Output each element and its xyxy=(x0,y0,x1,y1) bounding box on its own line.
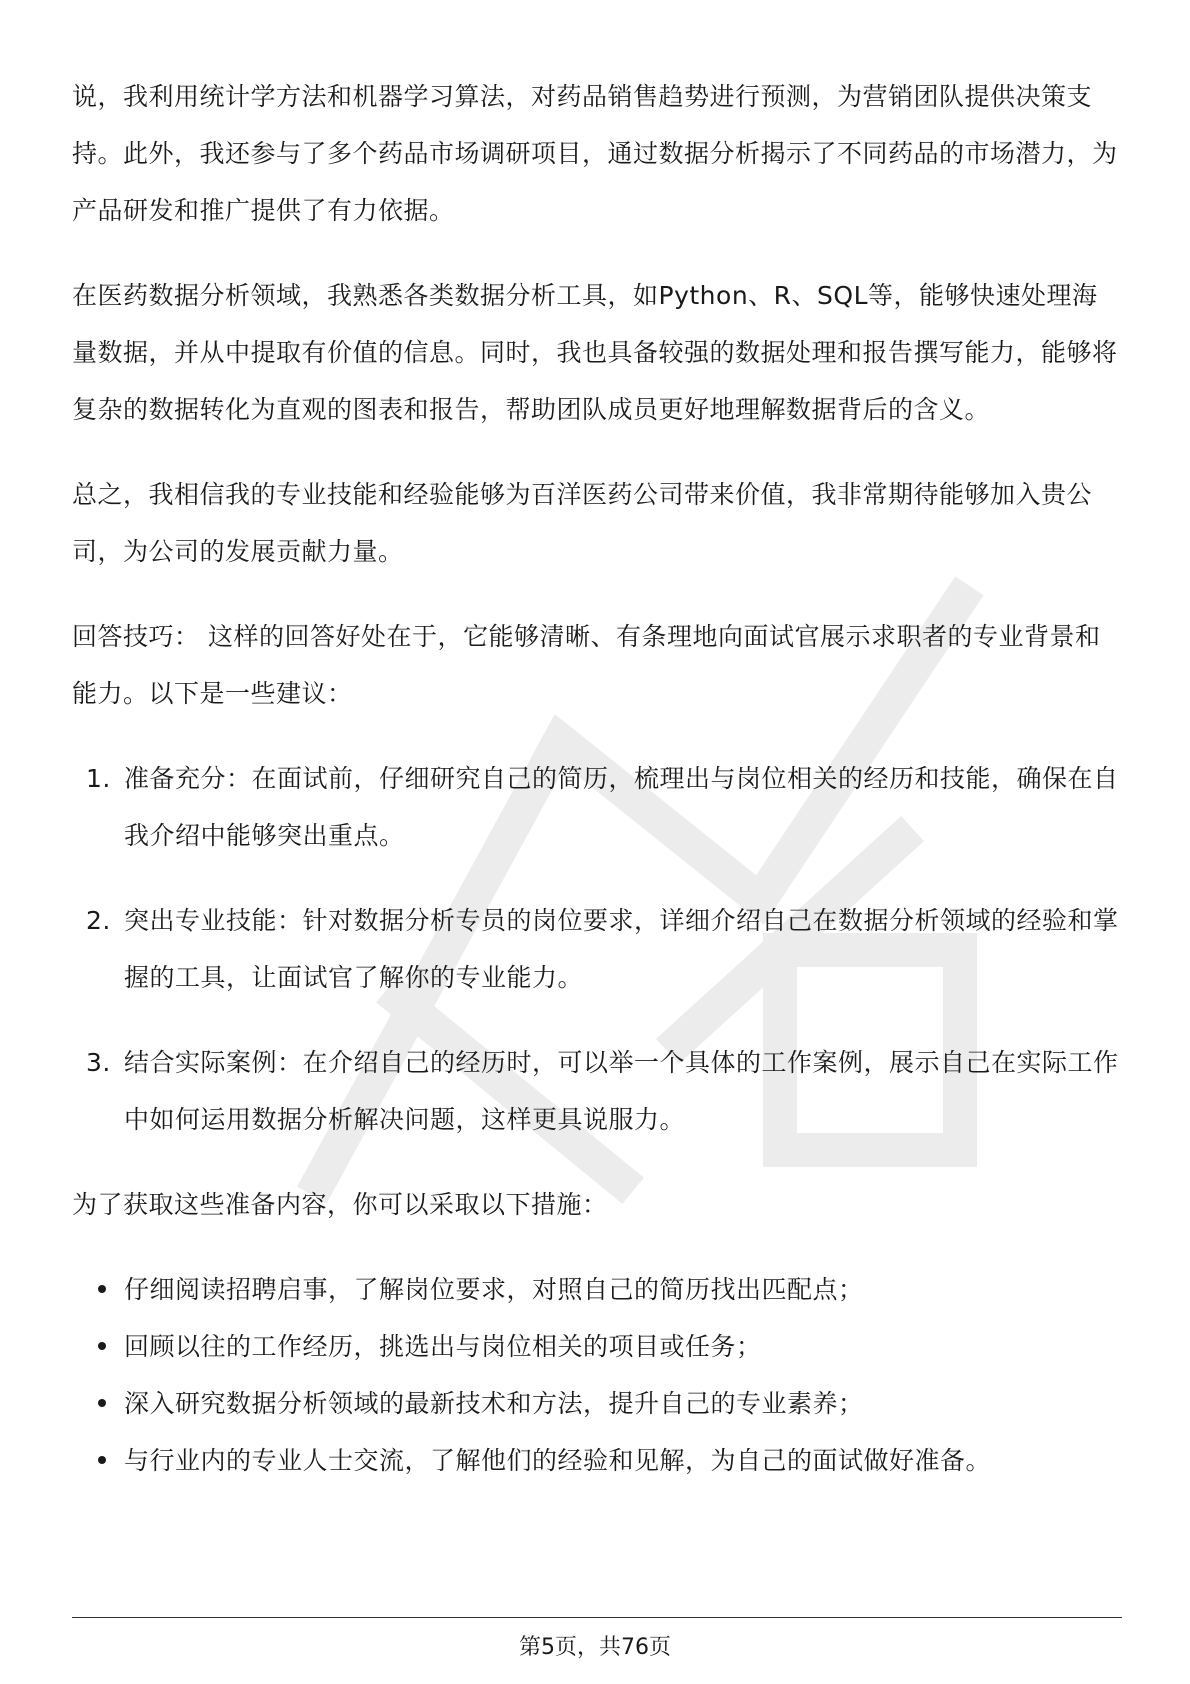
measures-list xyxy=(72,1261,1122,1489)
list-item xyxy=(72,1034,1124,1148)
list-item-text: 深入研究数据分析领域的最新技术和方法，提升自己的专业素养； xyxy=(124,1389,864,1418)
document-body xyxy=(72,68,1122,1489)
paragraph-measures-intro: 为了获取这些准备内容，你可以采取以下措施： xyxy=(72,1190,608,1219)
bullet-icon xyxy=(98,1342,106,1350)
paragraph-answer-tips: 回答技巧： 这样的回答好处在于，它能够清晰、有条理地向面试官展示求职者的专业背景和能力。以下是一些建议： xyxy=(72,622,1101,708)
list-number: 3. xyxy=(86,1048,111,1077)
list-item-text: 准备充分：在面试前，仔细研究自己的简历，梳理出与岗位相关的经历和技能，确保在自我介绍中能够突出重点。 xyxy=(124,764,1119,850)
bullet-icon xyxy=(98,1456,106,1464)
list-item-text: 结合实际案例：在介绍自己的经历时，可以举一个具体的工作案例，展示自己在实际工作中如何运用数据分析解决问题，这样更具说服力。 xyxy=(124,1048,1119,1134)
footer-divider xyxy=(72,1617,1122,1618)
list-item xyxy=(72,750,1124,864)
tips-list xyxy=(72,750,1122,1148)
list-item-text: 突出专业技能：针对数据分析专员的岗位要求，详细介绍自己在数据分析领域的经验和掌握的工具，让面试官了解你的专业能力。 xyxy=(124,906,1119,992)
list-number: 2. xyxy=(86,906,111,935)
page-number: 第5页，共76页 xyxy=(519,1635,671,1660)
bullet-icon xyxy=(98,1285,106,1293)
paragraph-experience: 说，我利用统计学方法和机器学习算法，对药品销售趋势进行预测，为营销团队提供决策支持。此外，我还参与了多个药品市场调研项目，通过数据分析揭示了不同药品的市场潜力，为产品研发和推广提供了有力依据。 xyxy=(72,82,1118,225)
list-item xyxy=(72,1432,1122,1489)
paragraph-conclusion: 总之，我相信我的专业技能和经验能够为百洋医药公司带来价值，我非常期待能够加入贵公司，为公司的发展贡献力量。 xyxy=(72,480,1093,566)
list-item-text: 仔细阅读招聘启事，了解岗位要求，对照自己的简历找出匹配点； xyxy=(124,1275,864,1304)
list-item xyxy=(72,892,1124,1006)
bullet-icon xyxy=(98,1399,106,1407)
list-item xyxy=(72,1318,1122,1375)
list-item-text: 回顾以往的工作经历，挑选出与岗位相关的项目或任务； xyxy=(124,1332,762,1361)
list-item-text: 与行业内的专业人士交流，了解他们的经验和见解，为自己的面试做好准备。 xyxy=(124,1446,992,1475)
list-item xyxy=(72,1261,1122,1318)
list-item xyxy=(72,1375,1122,1432)
paragraph-tools: 在医药数据分析领域，我熟悉各类数据分析工具，如Python、R、SQL等，能够快速处理海量数据，并从中提取有价值的信息。同时，我也具备较强的数据处理和报告撰写能力，能够将复杂的数据转化为直观的图表和报告，帮助团队成员更好地理解数据背后的含义。 xyxy=(72,281,1118,424)
list-number: 1. xyxy=(86,764,111,793)
